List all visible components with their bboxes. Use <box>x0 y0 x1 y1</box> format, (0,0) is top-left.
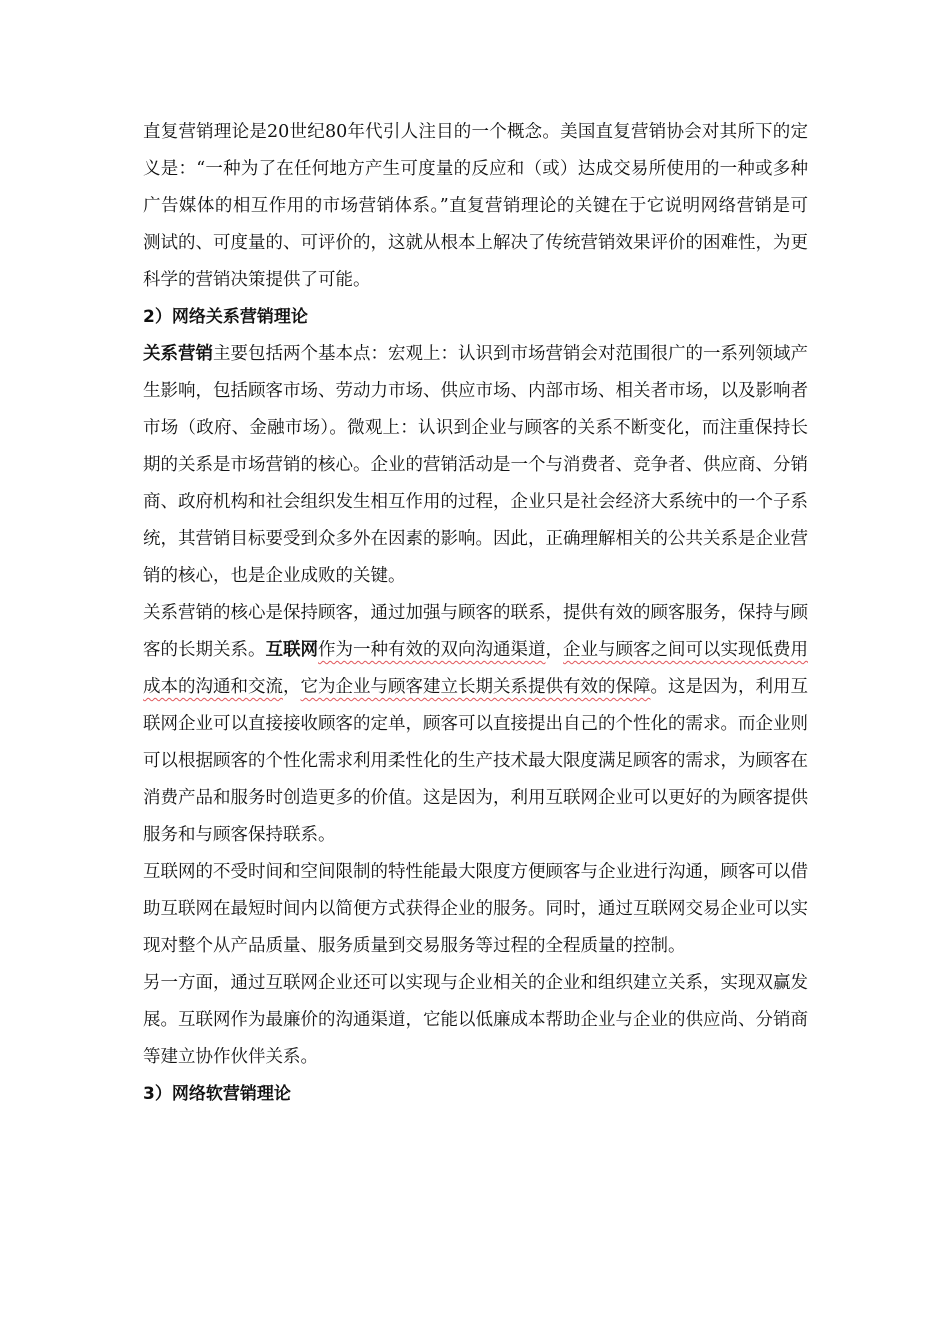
paragraph-internet-relationship-intro: 关系营销的核心是保持顾客，通过加强与顾客的联系，提供有效的顾客服务，保持与顾客的长期关系。 <box>143 603 808 660</box>
document-body <box>143 114 808 1113</box>
paragraph-direct-marketing: 直复营销理论是20世纪80年代引人注目的一个概念。美国直复营销协会对其所下的定义是：“一种为了在任何地方产生可度量的反应和（或）达成交易所使用的一种或多种广告媒体的相互作用的市场营销体系。”直复营销理论的关键在于它说明网络营销是可测试的、可度量的、可评价的，这就从根本上解决了传统营销效果评价的困难性，为更科学的营销决策提供了可能。 <box>143 122 808 290</box>
comma-2: ， <box>283 677 301 697</box>
paragraph-internet-relationship <box>143 595 808 854</box>
heading-soft-marketing: 3）网络软营销理论 <box>143 1084 291 1104</box>
wavy-underlined-phrase-2: 企业与顾客之间可以实现低费用成本的沟通和交流 <box>143 640 808 697</box>
comma-1: ， <box>545 640 563 660</box>
wavy-underlined-phrase-3: 它为企业与顾客建立长期关系提供有效的保障 <box>300 677 651 697</box>
paragraph-internet-relationship-rest: 。这是因为，利用互联网企业可以直接接收顾客的定单，顾客可以直接提出自己的个性化的需求。而企业则可以根据顾客的个性化需求利用柔性化的生产技术最大限度满足顾客的需求，为顾客在消费产品和服务时创造更多的价值。这是因为，利用互联网企业可以更好的为顾客提供服务和与顾客保持联系。 <box>143 677 808 845</box>
bold-term-internet: 互联网 <box>265 640 318 660</box>
wavy-underlined-phrase-1: 作为一种有效的双向沟通渠道 <box>318 640 546 660</box>
paragraph-win-win: 另一方面，通过互联网企业还可以实现与企业相关的企业和组织建立关系，实现双赢发展。互联网作为最廉价的沟通渠道，它能以低廉成本帮助企业与企业的供应尚、分销商等建立协作伙伴关系。 <box>143 973 808 1067</box>
paragraph-internet-features: 互联网的不受时间和空间限制的特性能最大限度方便顾客与企业进行沟通，顾客可以借助互联网在最短时间内以简便方式获得企业的服务。同时，通过互联网交易企业可以实现对整个从产品质量、服务质量到交易服务等过程的全程质量的控制。 <box>143 862 808 956</box>
bold-term-relationship-marketing: 关系营销 <box>143 344 213 364</box>
heading-relationship-marketing: 2）网络关系营销理论 <box>143 307 308 327</box>
paragraph-relationship-marketing <box>143 336 808 595</box>
paragraph-relationship-marketing-text: 主要包括两个基本点：宏观上：认识到市场营销会对范围很广的一系列领域产生影响，包括顾客市场、劳动力市场、供应市场、内部市场、相关者市场，以及影响者市场（政府、金融市场）。微观上：认识到企业与顾客的关系不断变化，而注重保持长期的关系是市场营销的核心。企业的营销活动是一个与消费者、竞争者、供应商、分销商、政府机构和社会组织发生相互作用的过程，企业只是社会经济大系统中的一个子系统，其营销目标要受到众多外在因素的影响。因此，正确理解相关的公共关系是企业营销的核心，也是企业成败的关键。 <box>143 344 808 586</box>
